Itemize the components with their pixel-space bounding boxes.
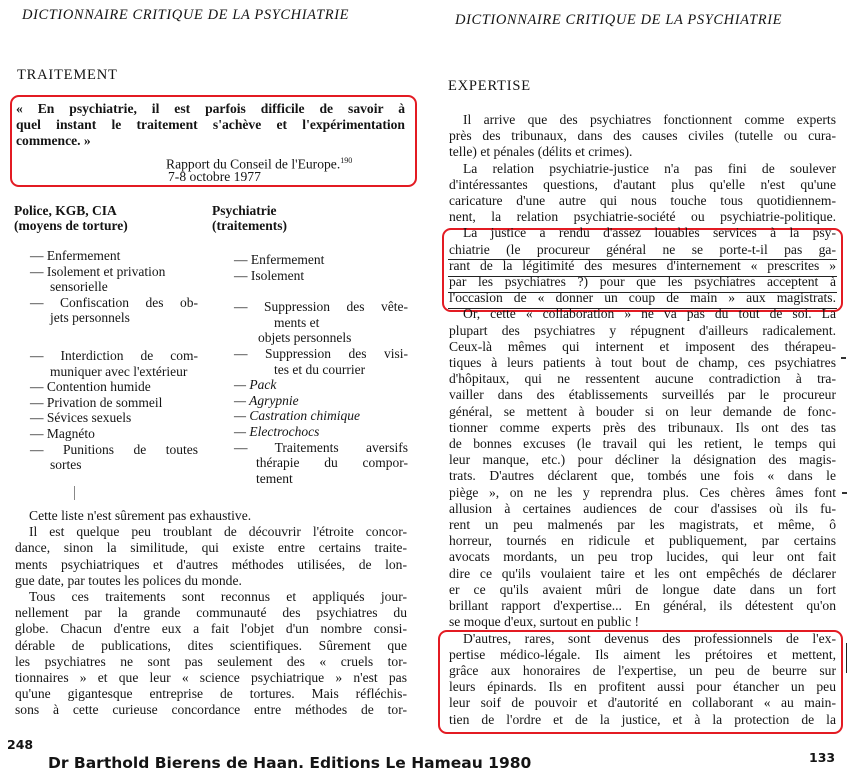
margin-mark xyxy=(846,643,847,673)
margin-mark xyxy=(842,492,847,494)
list-item: — Traitements aversifs thérapie du compor- tement xyxy=(234,439,408,486)
list-item: — Pack xyxy=(234,377,277,393)
epigraph-quote xyxy=(16,101,405,150)
list-item: — Privation de sommeil xyxy=(30,394,163,410)
list-item: — Electrochocs xyxy=(234,423,320,439)
list-item: — Castration chimique xyxy=(234,408,361,424)
left-section-title: TRAITEMENT xyxy=(17,67,118,83)
epigraph-date: 7-8 octobre 1977 xyxy=(168,169,261,184)
list-item: — Interdiction de com- muniquer avec l'extérieur xyxy=(30,347,198,379)
list-item: — Magnéto xyxy=(30,425,95,441)
right-running-head: DICTIONNAIRE CRITIQUE DE LA PSYCHIATRIE xyxy=(455,12,783,28)
right-section-title: EXPERTISE xyxy=(448,78,531,94)
list-item: — Sévices sexuels xyxy=(30,410,132,426)
quote-line: quel instant le traitement s'achève et l'expérimentation xyxy=(16,117,405,133)
list-item: — Contention humide xyxy=(30,379,151,395)
list-item: — Confiscation des ob- jets personnels xyxy=(30,294,198,326)
psychiatry-column-header: Psychiatrie (traitements) xyxy=(212,203,287,233)
left-running-head: DICTIONNAIRE CRITIQUE DE LA PSYCHIATRIE xyxy=(22,7,350,23)
list-item: — Agrypnie xyxy=(234,392,299,408)
quote-line: commence. » xyxy=(16,133,91,149)
footnote-marker: 190 xyxy=(340,156,353,165)
right-page-number: 133 xyxy=(809,750,836,765)
torture-methods-list xyxy=(30,248,198,473)
list-item: — Isolement xyxy=(234,267,305,283)
list-item: — Enfermement xyxy=(234,252,325,267)
psychiatric-treatments-list xyxy=(234,252,408,486)
right-body-text: Il arrive que des psychiatres fonctionnent comme experts près des tribunaux, dans des causes civiles (tutelle ou cura- telle) et pénales (délits et crimes). La relation psychiatrie-justice n'a pas fini de soulever d'intéressantes questions, d'autant plus qu'elle n'est qu'une caricature d'une autre qui nous touche tous quotidiennem- nent, la relation psychiatrie-société ou psychiatrie-politique. La justice a rendu d'assez louables services à la psy- chiatrie (le procureur général ne se porte-t-il pas ga- rant de la légitimité des mesures d'internement « prescrites » par les psychiatres ?) pour que les psychiatres acceptent à l'occasion de « donner un coup de main » aux magistrats. Or, cette « collaboration » ne va pas du tout de soi. La plupart des psychiatres y répugnent d'ailleurs radicalement. Ceux-là mêmes qui internent et imposent des thérapeu- tiques à leurs patients à tout bout de champ, ces psychiatres d'hôpitaux, qui ne ressentent aucune contradiction à tra- vailler dans des établissements surveillés par le procureur général, se mettent à bouder si on leur demande de fonc- tionner comme experts près des tribunaux. Ils ont des tas de bonnes excuses (le travail qui les retient, le temps qui leur manque, etc.) pour décliner la désignation des magis- trats. D'autres déclarent que, tombés une fois « dans le piège », on ne les y reprendra plus. Ces chères âmes font allusion à certaines audiences de cour d'assises où ils fu- rent un peu malmenés par les magistrats, et même, ô horreur, tournés en ridicule et publiquement, par certains avocats mordants, un peu trop lucides, qui leur ont fait dire ce qu'ils voulaient taire et les ont empêchés de déclarer er ce qu'ils avaient mûri de longue date dans un fort brillant rapport d'expertise... En général, ils détestent qu'on se moque d'eux, surtout en public ! D'autres, rares, sont devenus des professionnels de l'ex- pertise médico-légale. Ils aiment les prétoires et mettent, grâce aux honoraires de l'expertise, un peu de beurre sur leurs épinards. Ils en profitent aussi pour étancher un peu leur soif de pouvoir et d'autorité en collaborant « au main- tien de l'ordre et de la justice, et à la protection de la xyxy=(449,112,836,727)
list-divider xyxy=(74,486,75,500)
source-caption: Dr Barthold Bierens de Haan. Editions Le Hameau 1980 xyxy=(48,754,532,772)
quote-line: « En psychiatrie, il est parfois difficile de savoir à xyxy=(16,101,405,116)
list-item: — Suppression des vête- ments et objets personnels xyxy=(234,299,408,346)
left-page-number: 248 xyxy=(7,737,34,752)
list-item: — Isolement et privation sensorielle xyxy=(30,263,166,295)
torture-column-header: Police, KGB, CIA (moyens de torture) xyxy=(14,203,128,233)
left-body-text: Cette liste n'est sûrement pas exhaustive. Il est quelque peu troublant de découvrir l'étroite concor- dance, sinon la similitude, qui existe entre certains traite- ments psychiatriques et d'autres méthodes utilisées, de lon- gue date, par toutes les polices du monde. Tous ces traitements sont reconnus et appliqués jour- nellement par la grande communauté des psychiatres du globe. Chacun d'entre eux a fait l'objet d'un nombre consi- dérable de publications, dites scientifiques. Sûrement que les psychiatres ne sont pas seulement des « cruels tor- tionnaires » et que leur « science psychiatrique » n'est pas qu'une gigantesque entreprise de tortures. Mais réfléchis- sons à cette curieuse concordance entre méthodes de tor- xyxy=(15,508,407,718)
margin-mark xyxy=(841,357,846,359)
list-item: — Enfermement xyxy=(30,248,121,263)
epigraph-source: Rapport du Conseil de l'Europe.$^{190}$ xyxy=(166,156,353,172)
list-item: — Punitions de toutes sortes xyxy=(30,441,198,473)
list-item: — Suppression des visi- tes et du courrier xyxy=(234,345,408,377)
